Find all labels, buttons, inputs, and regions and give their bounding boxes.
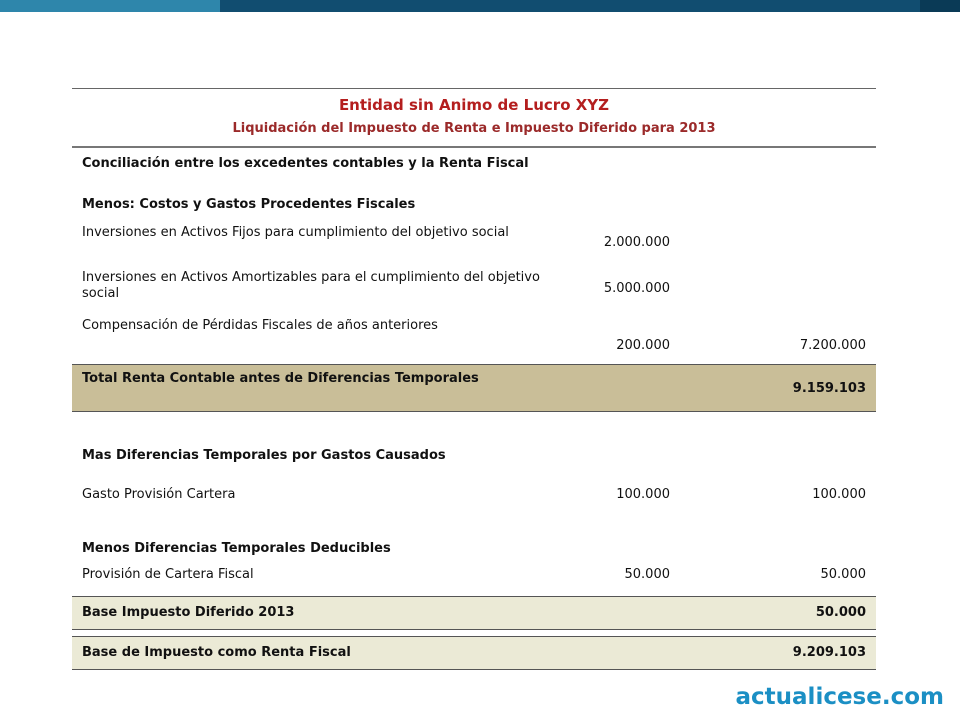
table-row	[72, 538, 876, 564]
table-row	[72, 314, 876, 364]
total-row-highlight	[72, 364, 876, 412]
table-row	[72, 484, 876, 508]
row-label: Compensación de Pérdidas Fiscales de años anteriores	[82, 318, 438, 333]
row-total: 9.159.103	[792, 381, 866, 396]
row-label: Mas Diferencias Temporales por Gastos Causados	[82, 448, 446, 463]
row-amount: 5.000.000	[603, 281, 670, 296]
table-row	[72, 220, 876, 266]
row-total: 50.000	[815, 605, 866, 620]
tax-report-table	[72, 88, 876, 670]
row-spacer	[72, 588, 876, 596]
row-spacer	[72, 508, 876, 538]
base-deferred-tax-row	[72, 596, 876, 630]
row-label: Gasto Provisión Cartera	[82, 487, 236, 502]
row-amount: 100.000	[616, 487, 670, 502]
table-row	[72, 564, 876, 588]
row-spacer	[72, 412, 876, 444]
row-total: 50.000	[820, 567, 866, 582]
row-total: 9.209.103	[792, 645, 866, 660]
row-label: Conciliación entre los excedentes contables y la Renta Fiscal	[82, 156, 529, 171]
report-subtitle: Liquidación del Impuesto de Renta e Impuesto Diferido para 2013	[232, 121, 716, 136]
report-title: Entidad sin Animo de Lucro XYZ	[338, 96, 610, 114]
row-label: Provisión de Cartera Fiscal	[82, 567, 254, 582]
row-label: Inversiones en Activos Fijos para cumplimiento del objetivo social	[82, 225, 509, 240]
row-label: Menos Diferencias Temporales Deducibles	[82, 541, 391, 556]
row-amount: 200.000	[616, 338, 670, 353]
banner-segment-light	[0, 0, 220, 12]
table-row	[72, 444, 876, 484]
row-label: Total Renta Contable antes de Diferencias Temporales	[82, 371, 479, 386]
banner-segment-darker	[920, 0, 960, 12]
row-amount: 50.000	[624, 567, 670, 582]
row-label: Base Impuesto Diferido 2013	[82, 605, 295, 620]
actualicese-logo: actualicese.com	[735, 684, 944, 710]
row-total: 7.200.000	[799, 338, 866, 353]
banner-segment-dark	[220, 0, 920, 12]
row-amount: 2.000.000	[603, 235, 670, 250]
row-label: Base de Impuesto como Renta Fiscal	[82, 645, 351, 660]
report-header	[72, 88, 876, 148]
top-banner	[0, 0, 960, 12]
table-row	[72, 266, 876, 314]
row-total: 100.000	[812, 487, 866, 502]
base-income-tax-row	[72, 636, 876, 670]
table-row	[72, 148, 876, 194]
row-label: Menos: Costos y Gastos Procedentes Fiscales	[82, 197, 416, 212]
table-row	[72, 194, 876, 220]
row-label: Inversiones en Activos Amortizables para el cumplimiento del objetivo social	[82, 270, 540, 301]
